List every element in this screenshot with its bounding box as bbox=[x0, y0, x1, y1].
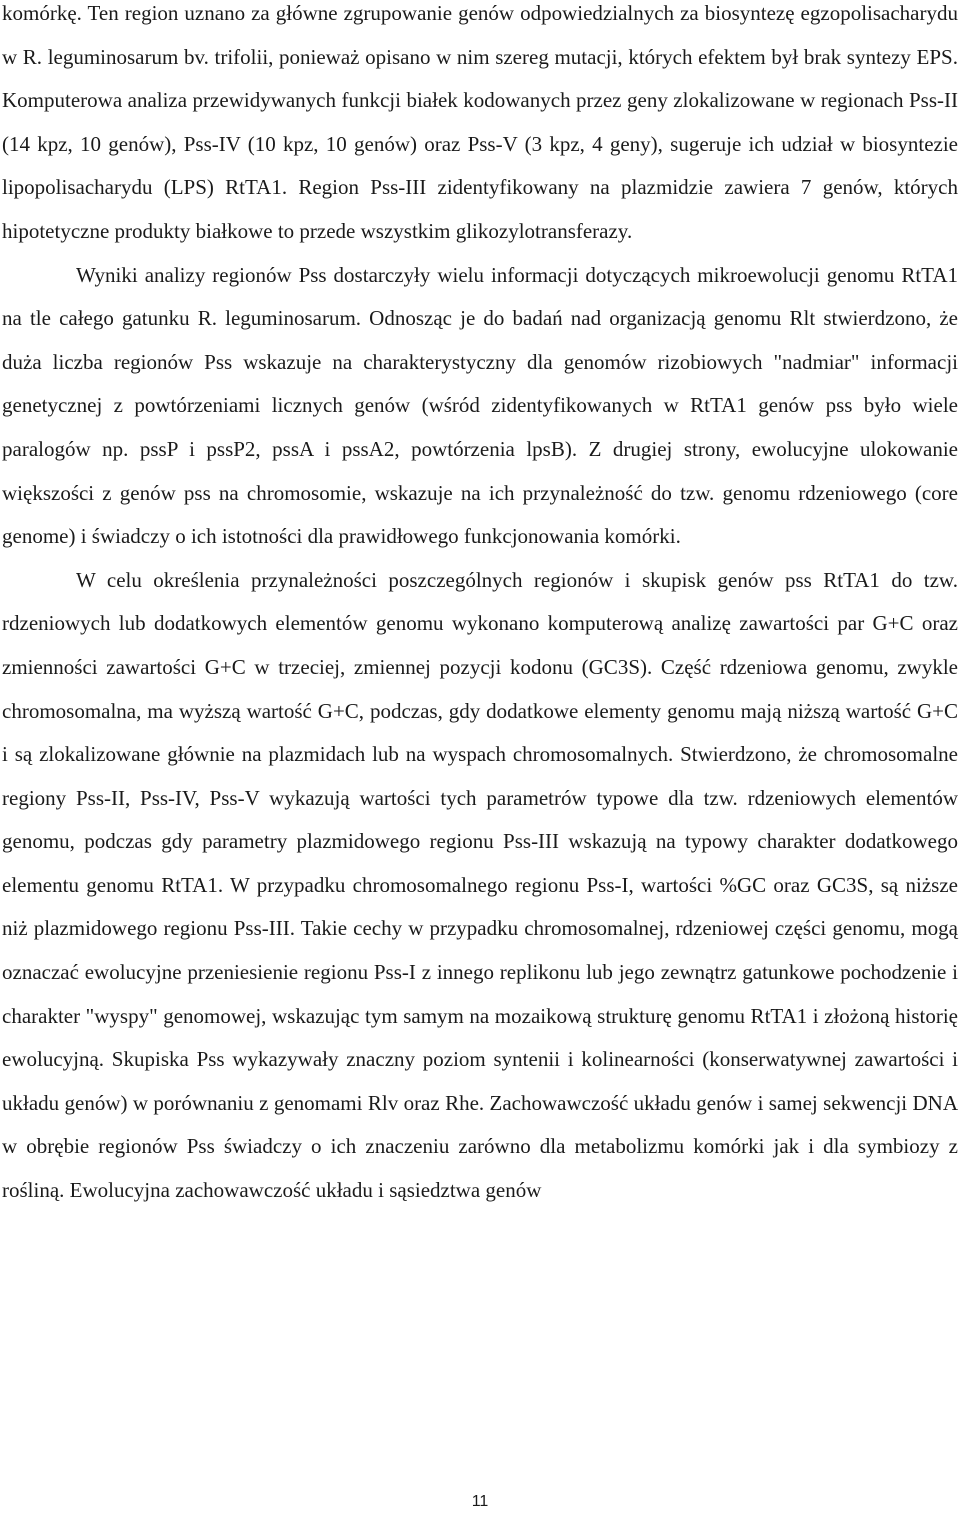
paragraph-1: komórkę. Ten region uznano za główne zgrupowanie genów odpowiedzialnych za biosyntezę egzopolisacharydu w R. leguminosarum bv. trifolii, ponieważ opisano w nim szereg mutacji, których efektem był brak syntezy EPS. Komputerowa analiza przewidywanych funkcji białek kodowanych przez geny zlokalizowane w regionach Pss-II (14 kpz, 10 genów), Pss-IV (10 kpz, 10 genów) oraz Pss-V (3 kpz, 4 geny), sugeruje ich udział w biosyntezie lipopolisacharydu (LPS) RtTA1. Region Pss-III zidentyfikowany na plazmidzie zawiera 7 genów, których hipotetyczne produkty białkowe to przede wszystkim glikozylotransferazy. bbox=[2, 1, 958, 243]
paragraph-3: W celu określenia przynależności poszczególnych regionów i skupisk genów pss RtTA1 do tzw. rdzeniowych lub dodatkowych elementów genomu wykonano komputerową analizę zawartości par G+C oraz zmienności zawartości G+C w trzeciej, zmiennej pozycji kodonu (GC3S). Część rdzeniowa genomu, zwykle chromosomalna, ma wyższą wartość G+C, podczas, gdy dodatkowe elementy genomu mają niższą wartość G+C i są zlokalizowane głównie na plazmidach lub na wyspach chromosomalnych. Stwierdzono, że chromosomalne regiony Pss-II, Pss-IV, Pss-V wykazują wartości tych parametrów typowe dla tzw. rdzeniowych elementów genomu, podczas gdy parametry plazmidowego regionu Pss-III wskazują na typowy charakter dodatkowego elementu genomu RtTA1. W przypadku chromosomalnego regionu Pss-I, wartości %GC oraz GC3S, są niższe niż plazmidowego regionu Pss-III. Takie cechy w przypadku chromosomalnej, rdzeniowej części genomu, mogą oznaczać ewolucyjne przeniesienie regionu Pss-I z innego replikonu lub jego zewnątrz gatunkowe pochodzenie i charakter "wyspy" genomowej, wskazując tym samym na mozaikową strukturę genomu RtTA1 i złożoną historię ewolucyjną. Skupiska Pss wykazywały znaczny poziom syntenii i kolinearności (konserwatywnej zawartości i układu genów) w porównaniu z genomami Rlv oraz Rhe. Zachowawczość układu genów i samej sekwencji DNA w obrębie regionów Pss świadczy o ich znaczeniu zarówno dla metabolizmu komórki jak i dla symbiozy z rośliną. Ewolucyjna zachowawczość układu i sąsiedztwa genów bbox=[2, 567, 958, 1203]
paragraph-2: Wyniki analizy regionów Pss dostarczyły wielu informacji dotyczących mikroewolucji genomu RtTA1 na tle całego gatunku R. leguminosarum. Odnosząc je do badań nad organizacją genomu Rlt stwierdzono, że duża liczba regionów Pss wskazuje na charakterystyczny dla genomów rizobiowych "nadmiar" informacji genetycznej z powtórzeniami licznych genów (wśród zidentyfikowanych w RtTA1 genów pss było wiele paralogów np. pssP i pssP2, pssA i pssA2, powtórzenia lpsB). Z drugiej strony, ewolucyjne ulokowanie większości z genów pss na chromosomie, wskazuje na ich przynależność do tzw. genomu rdzeniowego (core genome) i świadczy o ich istotności dla prawidłowego funkcjonowania komórki. bbox=[2, 262, 958, 549]
page-number: 11 bbox=[471, 1493, 489, 1510]
body-text bbox=[2, 0, 958, 1213]
